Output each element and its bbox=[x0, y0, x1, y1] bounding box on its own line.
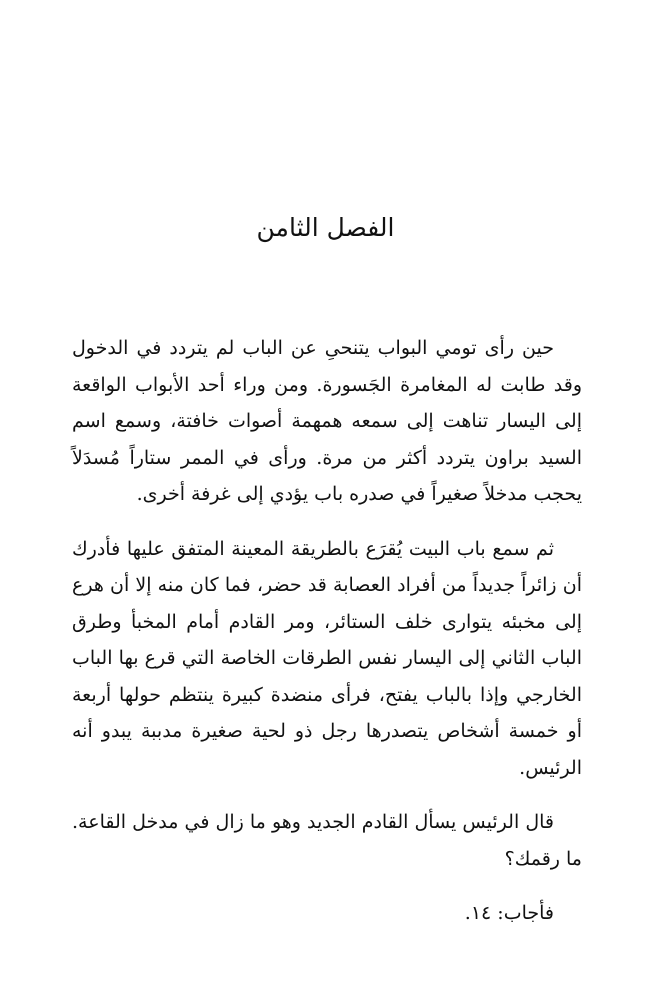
paragraph-3: قال الرئيس يسأل القادم الجديد وهو ما زال في مدخل القاعة. ما رقمك؟ bbox=[72, 811, 582, 870]
paragraph-1: حين رأى تومي البواب يتنحىِ عن الباب لم يتردد في الدخول وقد طابت له المغامرة الجَسورة. ومن وراء أحد الأبواب الواقعة إلى اليسار تناهت إلى سمعه همهمة أصوات خافتة، وسمع اسم السيد براون يتردد أكثر من مرة. ورأى في الممر ستاراً مُسدَلاً يحجب مدخلاً صغيراً في صدره باب يؤدي إلى غرفة أخرى. bbox=[72, 337, 582, 505]
paragraph-4: فأجاب: ١٤. bbox=[464, 902, 554, 924]
chapter-title: الفصل الثامن bbox=[256, 213, 395, 242]
paragraph-2: ثم سمع باب البيت يُقرَع بالطريقة المعينة المتفق عليها فأدرك أن زائراً جديداً من أفراد العصابة قد حضر، فما كان منه إلا أن هرع إلى مخبئه يتوارى خلف الستائر، ومر القادم أمام المخبأ وطرق الباب الثاني إلى اليسار نفس الطرقات الخاصة التي قرع بها الباب الخارجي وإذا بالباب يفتح، فرأى منضدة كبيرة ينتظم حولها أربعة أو خمسة أشخاص يتصدرها رجل ذو لحية صغيرة مدببة يبدو أنه الرئيس. bbox=[72, 537, 582, 779]
chapter-body bbox=[72, 330, 582, 950]
